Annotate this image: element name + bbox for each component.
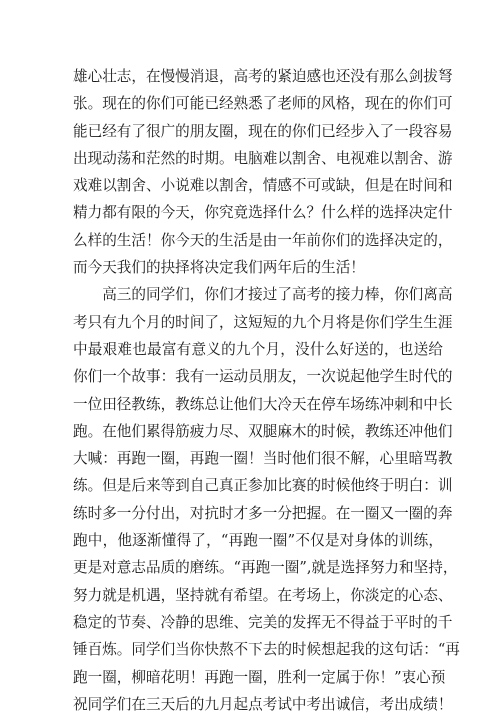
text-line: 么样的生活！你今天的生活是由一年前你们的选择决定的， bbox=[73, 231, 453, 249]
text-line: 而今天我们的抉择将决定我们两年后的生活！ bbox=[73, 259, 365, 277]
text-line: 张。现在的你们可能已经熟悉了老师的风格，现在的你们可 bbox=[73, 95, 453, 113]
text-line: 戏难以割舍、小说难以割舍，情感不可或缺，但是在时间和 bbox=[73, 177, 453, 195]
text-line: 跑一圈，柳暗花明！再跑一圈，胜利一定属于你！”衷心预 bbox=[73, 668, 446, 686]
text-line: 高三的同学们，你们才接过了高考的接力棒，你们离高 bbox=[73, 286, 453, 304]
text-line: 一位田径教练，教练总让他们大冷天在停车场练冲刺和中长 bbox=[73, 395, 453, 413]
text-line: 出现动荡和茫然的时期。电脑难以割舍、电视难以割舍、游 bbox=[73, 149, 453, 167]
text-line: 更是对意志品质的磨练。“再跑一圈”,就是选择努力和坚持， bbox=[73, 559, 458, 577]
text-line: 练时多一分付出，对抗时才多一分把握。在一圈又一圈的奔 bbox=[73, 504, 453, 522]
text-line: 大喊：再跑一圈，再跑一圈！当时他们很不解，心里暗骂教 bbox=[73, 450, 453, 468]
body-text bbox=[73, 63, 460, 718]
text-line: 稳定的节奏、冷静的思维、完美的发挥无不得益于平时的千 bbox=[73, 613, 453, 631]
text-line: 中最艰难也最富有意义的九个月，没什么好送的，也送给 bbox=[73, 340, 443, 358]
text-line: 考只有九个月的时间了，这短短的九个月将是你们学生生涯 bbox=[73, 313, 453, 331]
text-line: 跑。在他们累得筋疲力尽、双腿麻木的时候，教练还冲他们 bbox=[73, 422, 453, 440]
text-line: 锤百炼。同学们当你快熬不下去的时候想起我的这句话：“再 bbox=[73, 641, 460, 659]
text-line: 跑中，他逐渐懂得了，“再跑一圈”不仅是对身体的训练， bbox=[73, 532, 443, 550]
text-line: 能已经有了很广的朋友圈，现在的你们已经步入了一段容易 bbox=[73, 122, 453, 140]
text-line: 努力就是机遇，坚持就有希望。在考场上，你淡定的心态、 bbox=[73, 586, 453, 604]
text-line: 精力都有限的今天，你究竟选择什么？什么样的选择决定什 bbox=[73, 204, 453, 222]
text-line: 祝同学们在三天后的九月起点考试中考出诚信，考出成绩！ bbox=[73, 695, 453, 713]
text-line: 雄心壮志，在慢慢消退，高考的紧迫感也还没有那么剑拔弩 bbox=[73, 68, 453, 85]
text-line: 你们一个故事：我有一运动员朋友，一次说起他学生时代的 bbox=[73, 368, 453, 386]
text-line: 练。但是后来等到自己真正参加比赛的时候他终于明白：训 bbox=[73, 477, 453, 495]
